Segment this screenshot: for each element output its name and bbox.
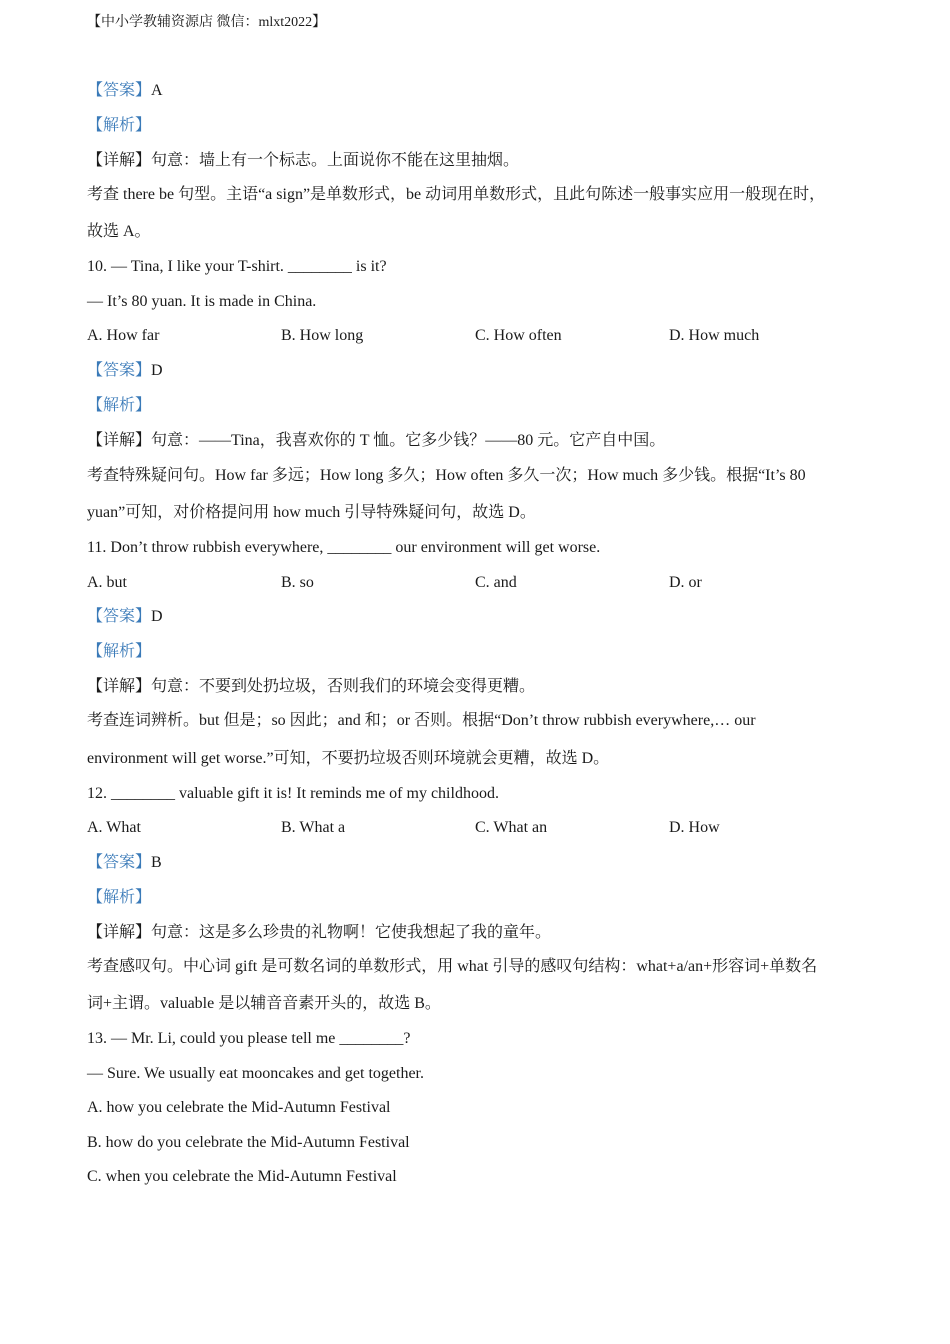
answer-tag: 【答案】 [87,608,152,625]
q10-analysis-tag: 【解析】 [87,397,152,414]
q11-option-b: B. so [281,574,314,591]
q12-explain-2: 词+主谓。valuable 是以辅音音素开头的，故选 B。 [87,995,441,1012]
q9-detail [87,150,519,172]
q12-analysis-tag: 【解析】 [87,889,152,906]
q12-option-a: A. What [87,819,141,836]
q11-explain-2: environment will get worse.”可知，不要扔垃圾否则环境就会更糟，故选 D。 [87,750,610,767]
q12-explain-1: 考查感叹句。中心词 gift 是可数名词的单数形式，用 what 引导的感叹句结构：what+a/an+形容词+单数名 [87,958,818,975]
q11-option-c: C. and [475,574,517,591]
page-header: 【中小学教辅资源店 微信：mlxt2022】 [87,15,327,30]
detail-tag: 【详解】 [87,152,152,169]
q9-analysis-tag: 【解析】 [87,117,152,134]
q12-option-b: B. What a [281,819,346,836]
q10-option-a: A. How far [87,327,160,344]
q10-option-b: B. How long [281,327,364,344]
q10-reply: — It’s 80 yuan. It is made in China. [87,293,317,310]
q12-option-c: C. What an [475,819,548,836]
q11-option-d: D. or [669,574,702,591]
q9-explain-1: 考查 there be 句型。主语“a sign”是单数形式，be 动词用单数形式，且此句陈述一般事实应用一般现在时， [87,186,826,203]
answer-value: A [151,82,163,99]
q10-option-d: D. How much [669,327,760,344]
detail-tag: 【详解】 [87,678,152,695]
q11-analysis-tag: 【解析】 [87,643,152,660]
detail-text: 句意：——Tina，我喜欢你的 T 恤。它多少钱？——80 元。它产自中国。 [151,432,666,449]
answer-tag: 【答案】 [87,82,152,99]
q9-explain-2: 故选 A。 [87,223,151,240]
q11-explain-1: 考查连词辨析。but 但是；so 因此；and 和；or 否则。根据“Don’t throw rubbish everywhere,… our [87,712,756,729]
q11-option-a: A. but [87,574,127,591]
q13-option-b: B. how do you celebrate the Mid-Autumn Festival [87,1134,410,1151]
q12-answer [87,852,162,874]
q13-option-c: C. when you celebrate the Mid-Autumn Festival [87,1168,397,1185]
q12-option-d: D. How [669,819,720,836]
q11-detail [87,676,535,698]
q10-answer [87,360,163,382]
q11-stem: 11. Don’t throw rubbish everywhere, ________ our environment will get worse. [87,539,601,556]
answer-tag: 【答案】 [87,362,152,379]
q10-explain-1: 考查特殊疑问句。How far 多远；How long 多久；How often 多久一次；How much 多少钱。根据“It’s 80 [87,467,806,484]
detail-text: 句意：这是多么珍贵的礼物啊！它使我想起了我的童年。 [151,924,552,941]
q10-option-c: C. How often [475,327,562,344]
q10-detail [87,430,665,452]
q13-option-a: A. how you celebrate the Mid-Autumn Festival [87,1099,391,1116]
q11-answer [87,606,163,628]
q13-reply: — Sure. We usually eat mooncakes and get together. [87,1065,424,1082]
answer-value: D [151,362,163,379]
detail-text: 句意：墙上有一个标志。上面说你不能在这里抽烟。 [151,152,520,169]
detail-tag: 【详解】 [87,924,152,941]
q12-detail [87,922,551,944]
answer-tag: 【答案】 [87,854,152,871]
answer-value: B [151,854,162,871]
detail-tag: 【详解】 [87,432,152,449]
q10-stem: 10. — Tina, I like your T-shirt. ________ is it? [87,258,387,275]
detail-text: 句意：不要到处扔垃圾，否则我们的环境会变得更糟。 [151,678,536,695]
q10-explain-2: yuan”可知，对价格提问用 how much 引导特殊疑问句，故选 D。 [87,504,536,521]
q13-stem: 13. — Mr. Li, could you please tell me ________? [87,1030,411,1047]
q9-answer [87,80,163,102]
answer-value: D [151,608,163,625]
q12-stem: 12. ________ valuable gift it is! It reminds me of my childhood. [87,785,499,802]
